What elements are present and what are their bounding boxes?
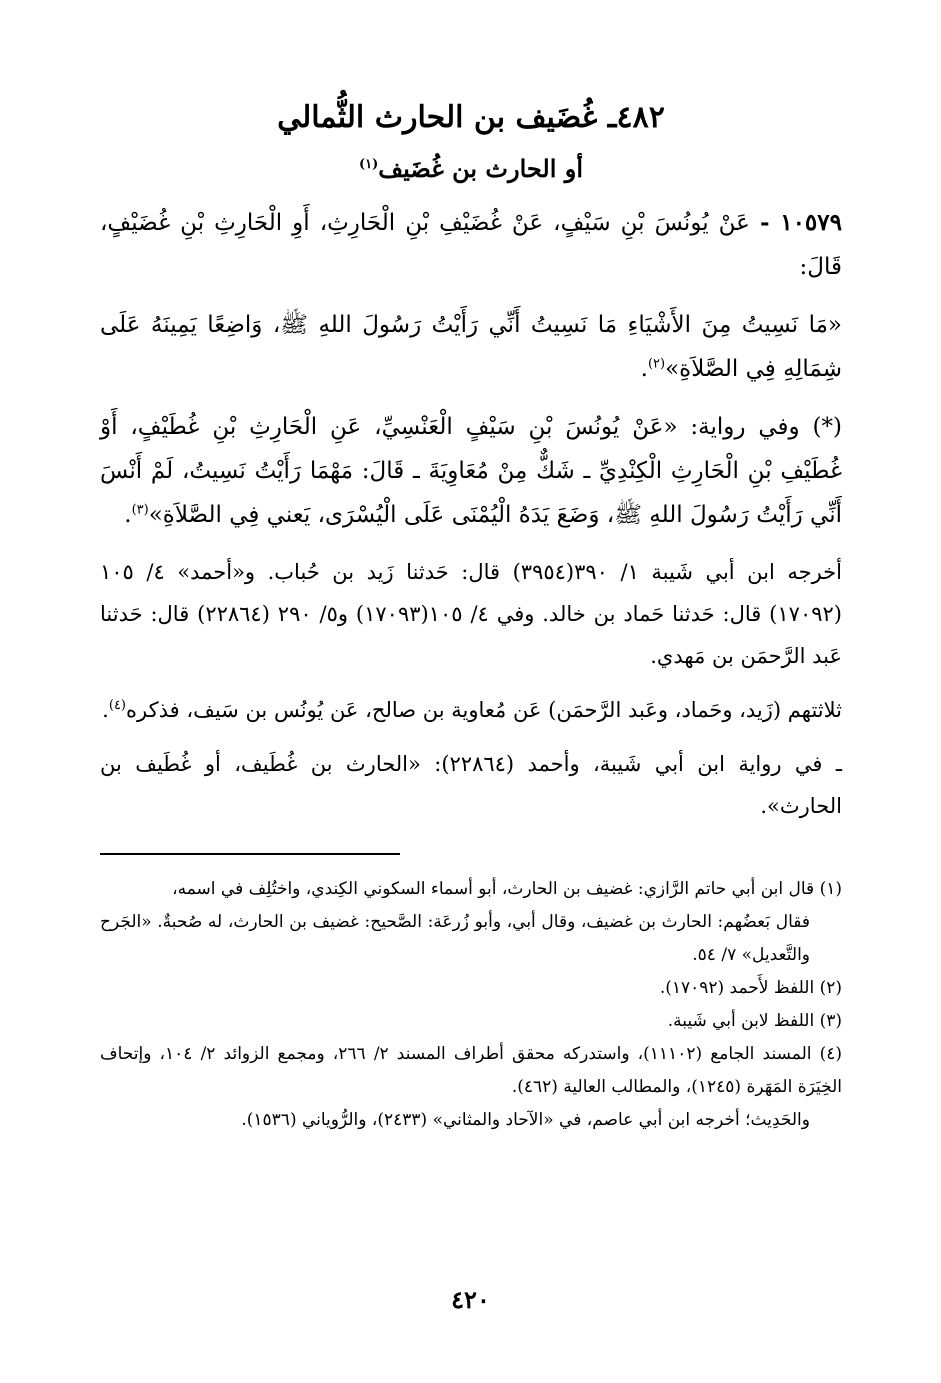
- footnote-ref-1[interactable]: (١): [359, 157, 379, 172]
- footnote-4-line-2: والحَدِيث؛ أخرجه ابن أبي عاصم، في «الآحاد والمثاني» (٢٤٣٣)، والرُّوياني (١٥٣٦).: [241, 1110, 810, 1130]
- subtitle-text: أو الحارث بن غُضَيف: [378, 154, 583, 183]
- takhrij-chain: ثلاثتهم (زَيد، وحَماد، وعَبد الرَّحمَن) عَن مُعاوية بن صالح، عَن يُونُس بن سَيف، فذكره$^{(٤)}$.: [102, 698, 842, 722]
- book-page: [100, 95, 842, 1345]
- footnote-ref-4[interactable]: (٤): [108, 698, 126, 713]
- footnote-3: (٣) اللفظ لابن أبي شَيبة.: [667, 1011, 842, 1031]
- footnote-1-line-2: فقال بَعضُهم: الحارث بن غضيف، وقال أبي، وأبو زُرعَة: الصَّحيح: غضيف بن الحارث، له صُحبةٌ. «الجَرح والتَّعديل» ٧/ ٥٤.: [100, 912, 810, 965]
- entry-title: ٤٨٢ـ غُضَيف بن الحارث الثُّمالي: [277, 100, 665, 135]
- hadith-variant: (*) وفي رواية: «عَنْ يُونُسَ بْنِ سَيْفٍ الْعَنْسِيِّ، عَنِ الْحَارِثِ بْنِ غُطَيْفٍ، أَوْ غُطَيْفِ بْنِ الْحَارِثِ الْكِنْدِيِّ ـ شَكٌّ مِنْ مُعَاوِيَةَ ـ قَالَ: مَهْمَا رَأَيْتُ نَسِيتُ، لَمْ أَنْسَ أَنِّي رَأَيْتُ رَسُولَ اللهِ ﷺ، وَضَعَ يَدَهُ الْيُمْنَى عَلَى الْيُسْرَى، يَعني فِي الصَّلاَةِ»$^{(٣)}$.: [100, 414, 842, 528]
- hadith-text: «مَا نَسِيتُ مِنَ الأَشْيَاءِ مَا نَسِيتُ أَنِّي رَأَيْتُ رَسُولَ اللهِ ﷺ، وَاضِعًا يَمِينَهُ عَلَى شِمَالِهِ فِي الصَّلاَةِ»$^{(٢)}$.: [100, 312, 842, 382]
- footnote-2: (٢) اللفظ لأَحمد (١٧٠٩٢).: [659, 978, 842, 998]
- takhrij-chain-text: ثلاثتهم (زَيد، وحَماد، وعَبد الرَّحمَن) عَن مُعاوية بن صالح، عَن يُونُس بن سَيف، فذكره: [126, 698, 842, 722]
- hadith-matn: «مَا نَسِيتُ مِنَ الأَشْيَاءِ مَا نَسِيتُ أَنِّي رَأَيْتُ رَسُولَ اللهِ ﷺ، وَاضِعًا يَمِينَهُ عَلَى شِمَالِهِ فِي الصَّلاَةِ»: [100, 312, 842, 382]
- hadith-isnad: عَنْ يُونُسَ بْنِ سَيْفٍ، عَنْ غُضَيْفِ بْنِ الْحَارِثِ، أَوِ الْحَارِثِ بْنِ غُضَيْفٍ، قَالَ:: [100, 210, 842, 280]
- footnote-4-line-1: (٤) المسند الجامع (١١١٠٢)، واستدركه محقق أطراف المسند ٢/ ٢٦٦، ومجمع الزوائد ٢/ ١٠٤، وإتحاف الخِيَرَة المَهَرة (١٢٤٥)، والمطالب العالية (٤٦٢).: [100, 1044, 842, 1097]
- takhrij-sources: أخرجه ابن أبي شَيبة ١/ ٣٩٠(٣٩٥٤) قال: حَدثنا زَيد بن حُباب. و«أحمد» ٤/ ١٠٥ (١٧٠٩٢) قال: حَدثنا حَماد بن خالد. وفي ٤/ ١٠٥(١٧٠٩٣) و٥/ ٢٩٠ (٢٢٨٦٤) قال: حَدثنا عَبد الرَّحمَن بن مَهدي.: [100, 560, 842, 668]
- takhrij-note: ـ في رواية ابن أبي شَيبة، وأحمد (٢٢٨٦٤): «الحارث بن غُطَيف، أو غُطَيف بن الحارث».: [100, 752, 843, 818]
- footnote-1-line-1: (١) قال ابن أبي حاتم الرَّازي: غضيف بن الحارث، أبو أسماء السكوني الكِندي، واختُلِف في اسمه،: [172, 879, 842, 899]
- footnote-ref-3[interactable]: (٣): [131, 502, 149, 518]
- hadith-number: ١٠٥٧٩ -: [759, 209, 842, 236]
- footnote-separator: [100, 853, 400, 855]
- entry-subtitle: [100, 151, 842, 187]
- hadith-intro: [100, 201, 842, 289]
- variant-text: (*) وفي رواية: «عَنْ يُونُسَ بْنِ سَيْفٍ الْعَنْسِيِّ، عَنِ الْحَارِثِ بْنِ غُطَيْفٍ، أَوْ غُطَيْفِ بْنِ الْحَارِثِ الْكِنْدِيِّ ـ شَكٌّ مِنْ مُعَاوِيَةَ ـ قَالَ: مَهْمَا رَأَيْتُ نَسِيتُ، لَمْ أَنْسَ أَنِّي رَأَيْتُ رَسُولَ اللهِ ﷺ، وَضَعَ يَدَهُ الْيُمْنَى عَلَى الْيُسْرَى، يَعني فِي الصَّلاَةِ»: [100, 414, 842, 528]
- page-number: ٤٢٠: [451, 1285, 490, 1314]
- footnote-ref-2[interactable]: (٢): [647, 356, 666, 372]
